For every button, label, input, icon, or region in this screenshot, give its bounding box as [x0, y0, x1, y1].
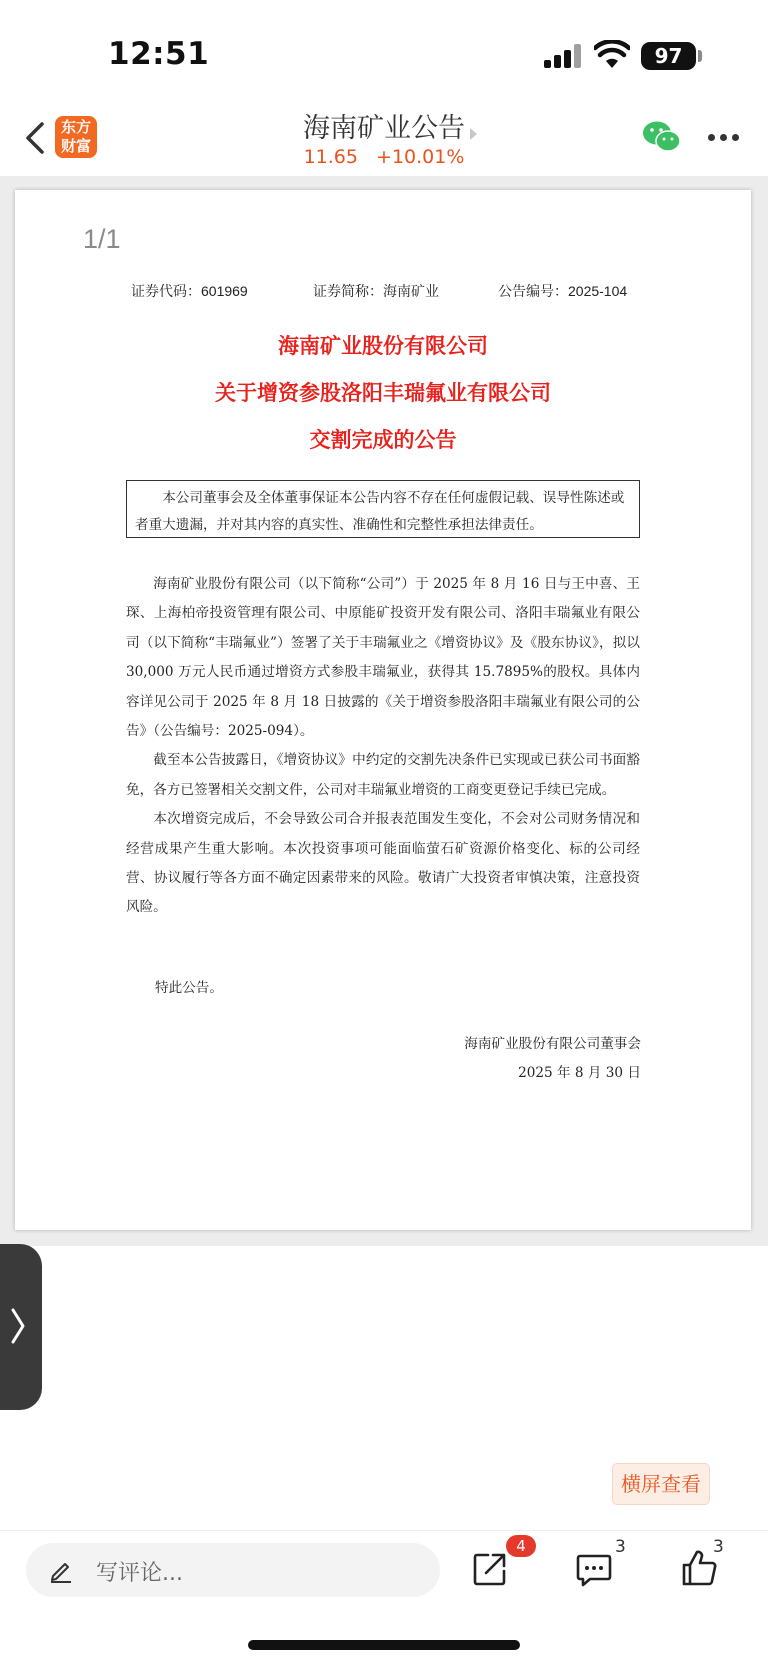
security-abbr: 证券简称：海南矿业: [313, 284, 439, 300]
nav-header: [0, 100, 768, 176]
paragraph-2: 截至本公告披露日，《增资协议》中约定的交割先决条件已实现或已获公司书面豁免，各方已签署相关交割文件，公司对丰瑞氟业增资的工商变更登记手续已完成。: [126, 752, 640, 798]
comment-placeholder: 写评论...: [96, 1561, 183, 1586]
board-notice: 本公司董事会及全体董事保证本公告内容不存在任何虚假记载、误导性陈述或者重大遗漏，并对其内容的真实性、准确性和完整性承担法律责任。: [135, 490, 625, 533]
paragraph-3: 本次增资完成后，不会导致公司合并报表范围发生变化，不会对公司财务情况和经营成果产生重大影响。本次投资事项可能面临萤石矿资源价格变化、标的公司经营、协议履行等各方面不确定因素带来的风险。敬请广大投资者审慎决策，注意投资风险。: [126, 811, 640, 916]
paragraph-1: 海南矿业股份有限公司（以下简称“公司”）于 2025 年 8 月 16 日与王中喜、王琛、上海柏帝投资管理有限公司、中原能矿投资开发有限公司、洛阳丰瑞氟业有限公司（以下简称“丰瑞氟业”）签署了关于丰瑞氟业之《增资协议》及《股东协议》，拟以 30,000 万元人民币通过增资方式参股丰瑞氟业，获得其 15.7895%的股权。具体内容详见公司于 2025 年 8 月 18 日披露的《关于增资参股洛阳丰瑞氟业有限公司的公告》（公告编号：2025-094）。: [126, 576, 640, 740]
cellular-signal-icon: [544, 44, 584, 68]
like-count: 3: [713, 1537, 724, 1557]
share-count-badge: 4: [506, 1535, 536, 1557]
comment-input[interactable]: [26, 1543, 440, 1597]
board-notice-box: [126, 480, 640, 538]
document-viewer[interactable]: [0, 176, 768, 1246]
doc-title-line3: 交割完成的公告: [309, 428, 457, 452]
battery-tip: [698, 50, 702, 62]
signature-organization: 海南矿业股份有限公司董事会: [464, 1036, 641, 1052]
side-drawer-handle[interactable]: [0, 1244, 42, 1410]
home-indicator: [248, 1640, 520, 1650]
doc-title-line1: 海南矿业股份有限公司: [278, 334, 488, 358]
security-code: 证券代码：601969: [131, 283, 248, 300]
quote-arrow-icon[interactable]: [470, 128, 477, 140]
stock-price: 11.65: [303, 146, 358, 168]
battery-indicator: 97: [641, 42, 696, 70]
comment-icon[interactable]: [576, 1553, 612, 1587]
announcement-number: 公告编号：2025-104: [498, 283, 628, 300]
doc-title-line2: 关于增资参股洛阳丰瑞氟业有限公司: [215, 381, 551, 405]
share-icon[interactable]: [472, 1551, 508, 1587]
pencil-icon: [48, 1557, 74, 1583]
logo-line2: 财富: [60, 137, 91, 155]
status-bar: [0, 0, 768, 100]
logo-line1: 东方: [60, 118, 91, 136]
landscape-view-button[interactable]: 横屏查看: [612, 1463, 710, 1505]
page-title: 海南矿业公告: [303, 113, 465, 144]
status-time: 12:51: [108, 36, 210, 72]
chevron-right-icon: [10, 1306, 26, 1346]
wifi-icon: [594, 40, 630, 70]
stock-change: +10.01%: [376, 146, 465, 168]
wechat-icon[interactable]: [642, 120, 682, 154]
more-icon[interactable]: [708, 134, 740, 142]
announcement-body: [126, 570, 640, 923]
document-page: [15, 190, 751, 1230]
page-indicator: 1/1: [83, 224, 121, 254]
signature-date: 2025 年 8 月 30 日: [518, 1065, 641, 1081]
closing-statement: 特此公告。: [155, 980, 223, 996]
comment-count: 3: [615, 1537, 626, 1557]
